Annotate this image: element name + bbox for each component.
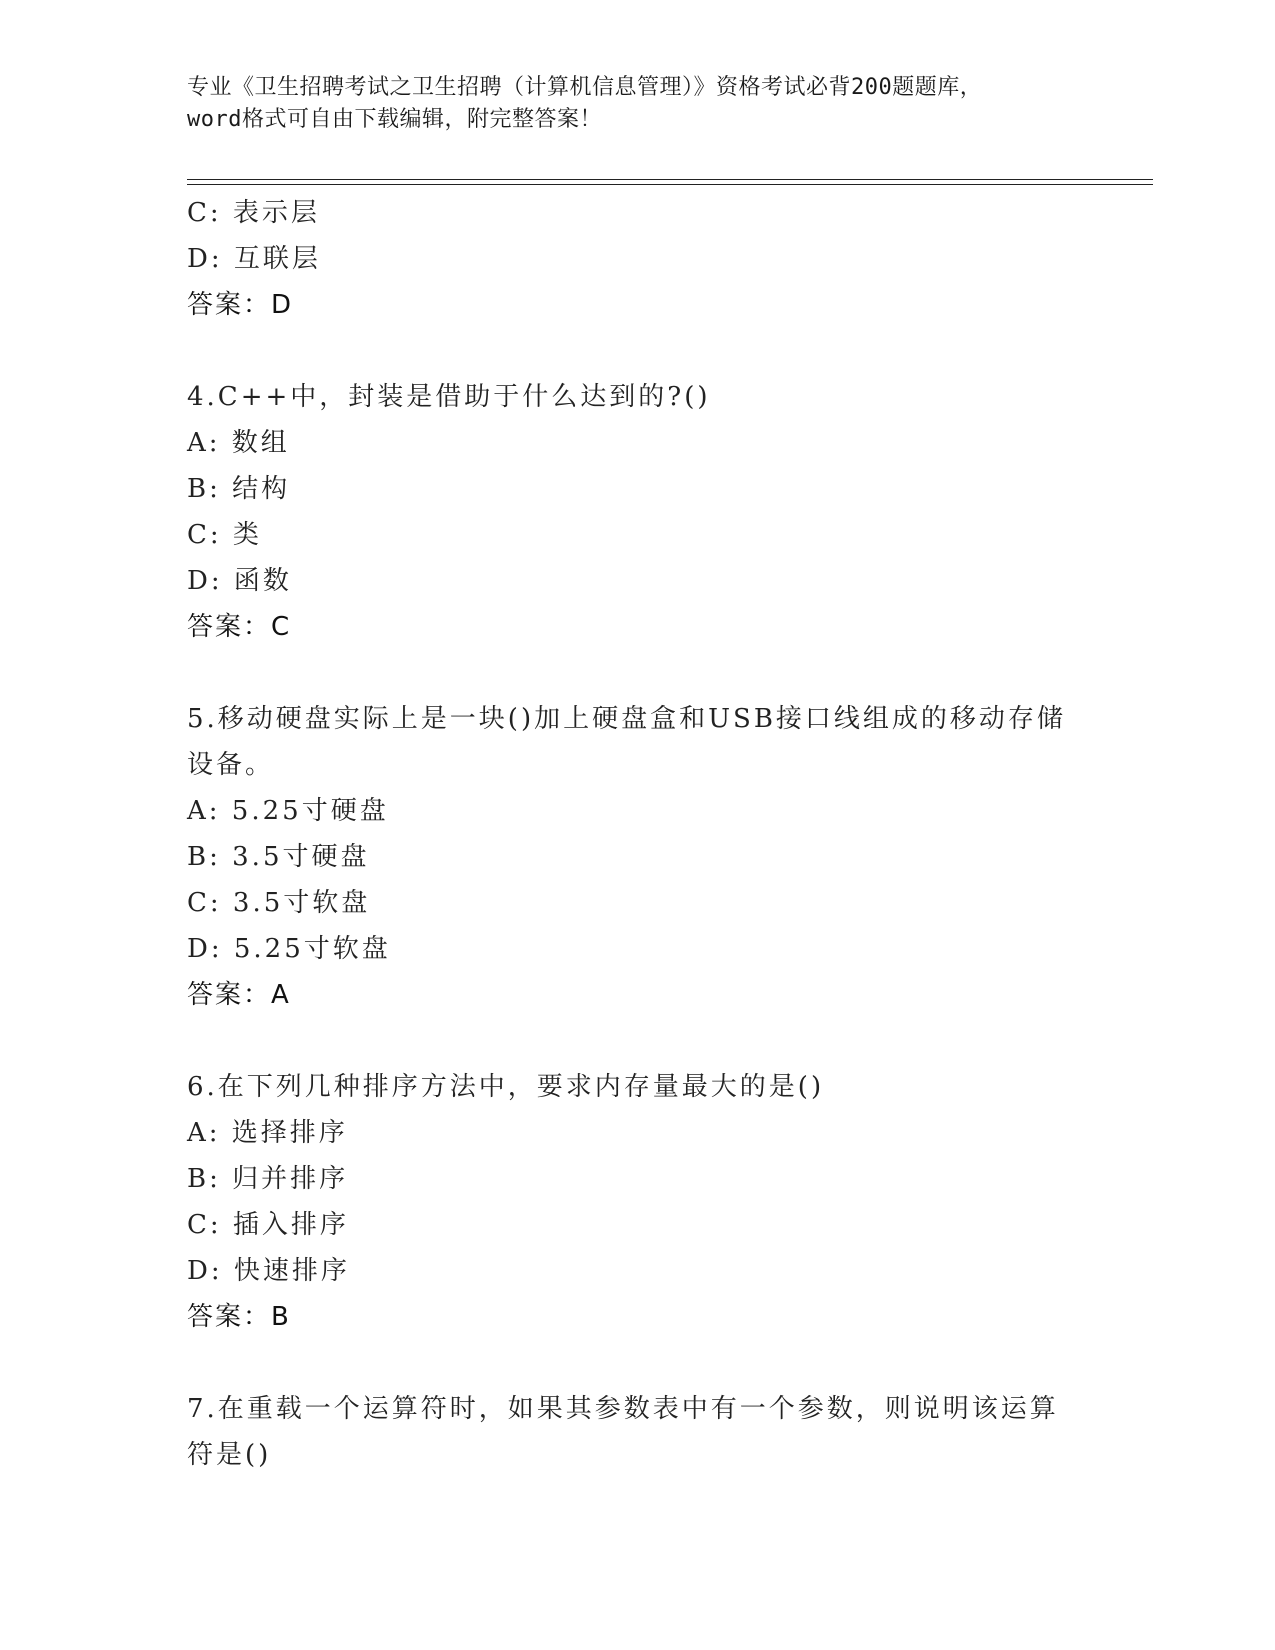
question-7 [187, 1386, 1087, 1478]
header-divider-top [187, 179, 1153, 180]
option-c: C: 3.5寸软盘 [187, 888, 371, 918]
document-header [187, 72, 1087, 136]
question-5 [187, 696, 1087, 1018]
question-4 [187, 374, 1087, 650]
option-b: B: 归并排序 [187, 1164, 349, 1194]
question-text-line-1: 5.移动硬盘实际上是一块()加上硬盘盒和USB接口线组成的移动存储 [187, 704, 1066, 734]
option-a: A: 数组 [187, 428, 290, 458]
spacer [187, 328, 1087, 374]
question-text-line-1: 7.在重载一个运算符时，如果其参数表中有一个参数，则说明该运算 [187, 1394, 1059, 1424]
option-a: A: 5.25寸硬盘 [187, 796, 389, 826]
question-text: 6.在下列几种排序方法中，要求内存量最大的是() [187, 1072, 825, 1102]
question-6 [187, 1064, 1087, 1340]
option-d: D: 函数 [187, 566, 292, 596]
option-d: D: 5.25寸软盘 [187, 934, 391, 964]
header-divider-bottom [187, 184, 1153, 185]
answer-line: 答案：D [187, 290, 294, 320]
answer-line: 答案：B [187, 1302, 291, 1332]
question-text-line-2: 设备。 [187, 750, 275, 780]
option-d: D: 互联层 [187, 244, 321, 274]
spacer [187, 650, 1087, 696]
answer-line: 答案：A [187, 980, 291, 1010]
option-c: C: 插入排序 [187, 1210, 349, 1240]
question-list [187, 190, 1087, 1478]
option-d: D: 快速排序 [187, 1256, 350, 1286]
option-b: B: 结构 [187, 474, 291, 504]
header-title-line-1: 专业《卫生招聘考试之卫生招聘（计算机信息管理）》资格考试必背200题题库， [187, 75, 983, 100]
option-c: C: 表示层 [187, 198, 320, 228]
header-title-line-2: word格式可自由下载编辑，附完整答案！ [187, 107, 602, 132]
option-a: A: 选择排序 [187, 1118, 348, 1148]
option-c: C: 类 [187, 520, 262, 550]
answer-line: 答案：C [187, 612, 292, 642]
spacer [187, 1018, 1087, 1064]
question-text-line-2: 符是() [187, 1440, 272, 1470]
spacer [187, 1340, 1087, 1386]
option-b: B: 3.5寸硬盘 [187, 842, 370, 872]
question-3 [187, 190, 1087, 328]
question-text: 4.C++中，封装是借助于什么达到的?() [187, 382, 711, 412]
